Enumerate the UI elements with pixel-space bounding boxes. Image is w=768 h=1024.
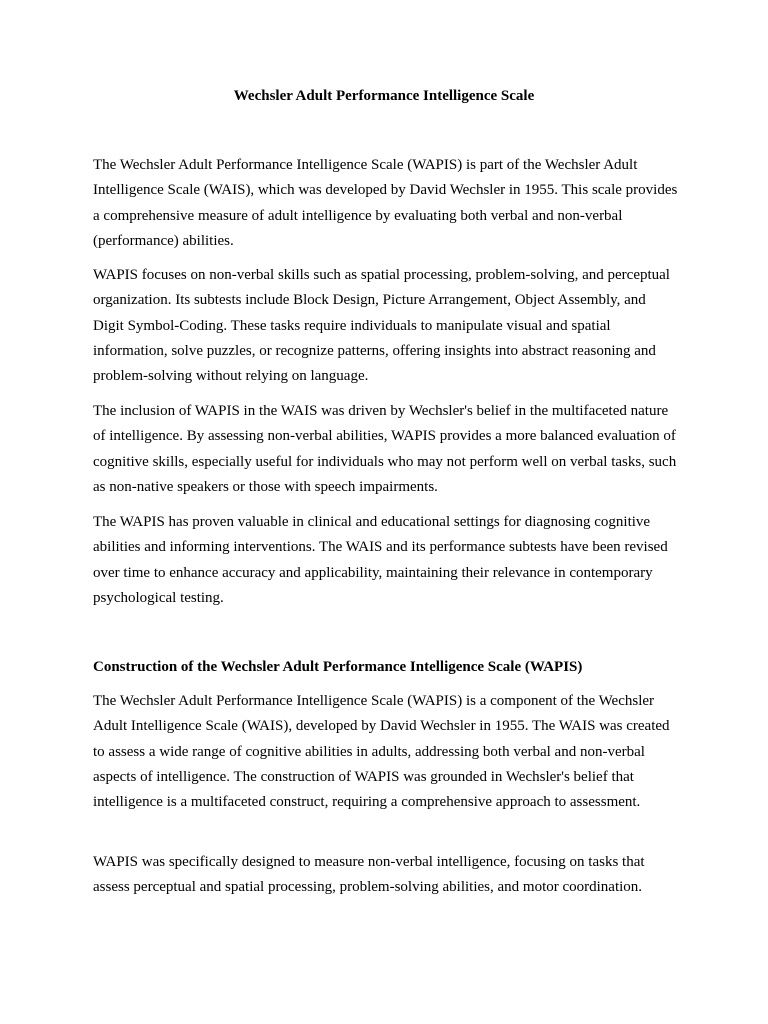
paragraph-intro-3: The inclusion of WAPIS in the WAIS was driven by Wechsler's belief in the multifaceted nature of intelligence. By assessing non-verbal abilities, WAPIS provides a more balanced evaluation of cognitive skills, especially useful for individuals who may not perform well on verbal tasks, such as non-native speakers or those with speech impairments. [93,403,677,495]
paragraph-intro-1: The Wechsler Adult Performance Intelligence Scale (WAPIS) is part of the Wechsler Adult Intelligence Scale (WAIS), which was developed by David Wechsler in 1955. This scale provides a comprehensive measure of adult intelligence by evaluating both verbal and non-verbal (performance) abilities. [93,157,678,249]
paragraph-construction-2: WAPIS was specifically designed to measure non-verbal intelligence, focusing on tasks that assess perceptual and spatial processing, problem-solving abilities, and motor coordination. [93,854,645,896]
document-title: Wechsler Adult Performance Intelligence Scale [233,88,535,104]
paragraph-intro-4: The WAPIS has proven valuable in clinical and educational settings for diagnosing cognitive abilities and informing interventions. The WAIS and its performance subtests have been revised over time to enhance accuracy and applicability, maintaining their relevance in contemporary psychological testing. [93,514,668,606]
paragraph-construction-1: The Wechsler Adult Performance Intelligence Scale (WAPIS) is a component of the Wechsler Adult Intelligence Scale (WAIS), developed by David Wechsler in 1955. The WAIS was created to assess a wide range of cognitive abilities in adults, addressing both verbal and non-verbal aspects of intelligence. The construction of WAPIS was grounded in Wechsler's belief that intelligence is a multifaceted construct, requiring a comprehensive approach to assessment. [93,693,670,811]
section-heading-construction: Construction of the Wechsler Adult Performance Intelligence Scale (WAPIS) [93,659,583,675]
paragraph-intro-2: WAPIS focuses on non-verbal skills such as spatial processing, problem-solving, and perceptual organization. Its subtests include Block Design, Picture Arrangement, Object Assembly, and Digit Symbol-Coding. These tasks require individuals to manipulate visual and spatial information, solve puzzles, or recognize patterns, offering insights into abstract reasoning and problem-solving without relying on language. [93,267,670,385]
